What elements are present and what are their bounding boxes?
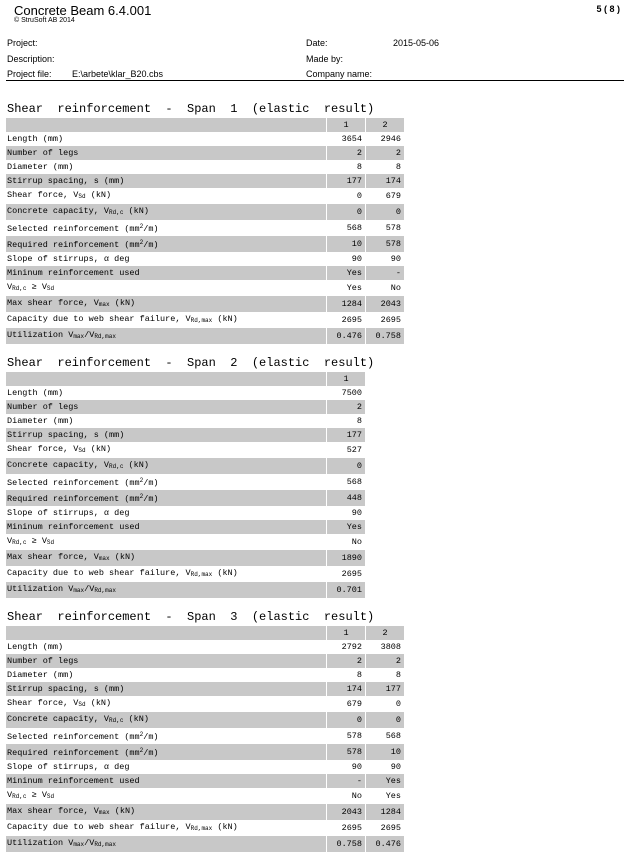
subscript: Rd,max (190, 317, 213, 324)
row-label (6, 520, 327, 534)
diameter-row (6, 668, 404, 682)
label-part: (kN) (123, 206, 149, 216)
cell-value: 2695 (366, 312, 405, 328)
row-label (6, 820, 327, 836)
row-label (6, 760, 327, 774)
label-part: Concrete capacity, V (7, 714, 110, 724)
label-part: Required reinforcement (mm (7, 748, 140, 758)
cell-value: 2 (327, 654, 366, 668)
minimum-row (6, 266, 404, 280)
label-part: Number of legs (7, 656, 79, 666)
spacing-row (6, 174, 404, 188)
section-title: Shear reinforcement - Span 2 (elastic result) (7, 356, 375, 370)
column-header: 1 (327, 626, 366, 640)
max-shear-row (6, 804, 404, 820)
label-part: Concrete capacity, V (7, 206, 110, 216)
label-part: (kN) (212, 822, 238, 832)
label-part: Length (mm) (7, 388, 64, 398)
label-part: (kN) (85, 190, 112, 200)
label-part: /V (84, 330, 95, 340)
label-part: (kN) (212, 568, 238, 578)
max-shear-row (6, 550, 365, 566)
label-part: /m) (143, 478, 159, 488)
cell-value: 578 (327, 744, 366, 760)
diameter-row (6, 414, 365, 428)
diameter-row (6, 160, 404, 174)
project-file-value: E:\arbete\klar_B20.cbs (72, 69, 164, 79)
cell-value: 1284 (366, 804, 405, 820)
label-part: ≥ V (26, 536, 47, 546)
cell-value: 2695 (327, 312, 366, 328)
cell-value: Yes (366, 774, 405, 788)
concrete-capacity-row (6, 712, 404, 728)
column-header: 1 (327, 118, 366, 132)
subscript: max (73, 841, 85, 848)
subscript: max (98, 555, 110, 562)
length-row (6, 640, 404, 654)
label-part: /m) (143, 240, 159, 250)
row-label (6, 474, 327, 490)
cell-value: 8 (327, 160, 366, 174)
row-label (6, 774, 327, 788)
cell-value: 90 (366, 760, 405, 774)
cell-value: Yes (327, 280, 366, 296)
spacing-row (6, 428, 365, 442)
label-part: Max shear force, V (7, 806, 99, 816)
row-label (6, 220, 327, 236)
row-label (6, 146, 327, 160)
label-part: Stirrup spacing, s (mm) (7, 430, 125, 440)
label-part: Shear force, V (7, 698, 79, 708)
cell-value: 2695 (327, 566, 366, 582)
label-part: Utilization V (7, 838, 74, 848)
label-part: Slope of stirrups, α deg (7, 762, 130, 772)
cell-value: 90 (327, 506, 366, 520)
cell-value: 2043 (327, 804, 366, 820)
shear-table (6, 118, 404, 344)
superscript: 2 (139, 493, 144, 500)
cell-value: 10 (327, 236, 366, 252)
subscript: max (98, 809, 110, 816)
label-part: Number of legs (7, 402, 79, 412)
spacing-row (6, 682, 404, 696)
vrd-check-row (6, 280, 404, 296)
cell-value: 578 (327, 728, 366, 744)
date-label: Date: (306, 38, 328, 48)
row-label (6, 668, 327, 682)
selected-reinforcement-row (6, 220, 404, 236)
label-part: Diameter (mm) (7, 416, 74, 426)
cell-value: 0.758 (327, 836, 366, 852)
row-label (6, 682, 327, 696)
subscript: max (73, 587, 85, 594)
cell-value: - (366, 266, 405, 280)
cell-value: 0.476 (366, 836, 405, 852)
label-part: Selected reinforcement (mm (7, 732, 140, 742)
cell-value: - (327, 774, 366, 788)
label-part: ≥ V (26, 790, 47, 800)
cell-value: 568 (327, 220, 366, 236)
label-part: Shear force, V (7, 190, 79, 200)
cell-value: 177 (327, 174, 366, 188)
section-title: Shear reinforcement - Span 3 (elastic result) (7, 610, 375, 624)
column-header-row (6, 626, 404, 640)
length-row (6, 386, 365, 400)
cell-value: 8 (366, 160, 405, 174)
cell-value: 177 (327, 428, 366, 442)
row-label (6, 414, 327, 428)
subscript: Sd (46, 539, 55, 546)
subscript: Sd (46, 793, 55, 800)
cell-value: 0 (327, 712, 366, 728)
label-part: Max shear force, V (7, 552, 99, 562)
project-file-label: Project file: (7, 69, 52, 79)
label-part: Number of legs (7, 148, 79, 158)
slope-row (6, 506, 365, 520)
label-part: Utilization V (7, 584, 74, 594)
cell-value: 679 (366, 188, 405, 204)
cell-value: 90 (327, 252, 366, 266)
cell-value: 0 (327, 458, 366, 474)
cell-value: 10 (366, 744, 405, 760)
slope-row (6, 252, 404, 266)
header-blank (6, 118, 327, 132)
date-value: 2015-05-06 (393, 38, 440, 48)
superscript: 2 (139, 477, 144, 484)
cell-value: 8 (327, 414, 366, 428)
row-label (6, 280, 327, 296)
cell-value: 8 (366, 668, 405, 682)
cell-value: 2 (366, 146, 405, 160)
cell-value: 174 (327, 682, 366, 696)
selected-reinforcement-row (6, 474, 365, 490)
label-part: /m) (143, 494, 159, 504)
row-label (6, 490, 327, 506)
subscript: Rd,c (109, 209, 124, 216)
row-label (6, 696, 327, 712)
header-divider (6, 80, 624, 81)
row-label (6, 534, 327, 550)
cell-value: 1284 (327, 296, 366, 312)
label-part: Selected reinforcement (mm (7, 478, 140, 488)
subscript: Rd,c (12, 285, 27, 292)
label-part: Slope of stirrups, α deg (7, 254, 130, 264)
shear-force-row (6, 442, 365, 458)
vrd-check-row (6, 788, 404, 804)
cell-value: 177 (366, 682, 405, 696)
cell-value: 578 (366, 236, 405, 252)
subscript: Sd (46, 285, 55, 292)
cell-value: 2043 (366, 296, 405, 312)
legs-row (6, 146, 404, 160)
utilization-row (6, 328, 404, 344)
row-label (6, 428, 327, 442)
cell-value: 90 (327, 760, 366, 774)
subscript: Rd,max (94, 587, 116, 594)
label-part: (kN) (123, 714, 149, 724)
shear-table (6, 372, 365, 598)
row-label (6, 728, 327, 744)
superscript: 2 (139, 223, 144, 230)
subscript: Rd,max (94, 841, 116, 848)
cell-value: 7500 (327, 386, 366, 400)
superscript: 2 (139, 747, 144, 754)
label-part: Selected reinforcement (mm (7, 224, 140, 234)
header-blank (6, 372, 327, 386)
cell-value: No (366, 280, 405, 296)
row-label (6, 804, 327, 820)
subscript: Sd (78, 701, 86, 708)
row-label (6, 458, 327, 474)
label-part: (kN) (109, 806, 136, 816)
subscript: Rd,max (190, 571, 213, 578)
cell-value: 568 (366, 728, 405, 744)
cell-value: 0.476 (327, 328, 366, 344)
label-part: Utilization V (7, 330, 74, 340)
cell-value: 0 (366, 204, 405, 220)
cell-value: 448 (327, 490, 366, 506)
vrd-check-row (6, 534, 365, 550)
label-part: Diameter (mm) (7, 670, 74, 680)
label-part: Max shear force, V (7, 298, 99, 308)
row-label (6, 160, 327, 174)
shear-force-row (6, 188, 404, 204)
row-label (6, 188, 327, 204)
row-label (6, 550, 327, 566)
label-part: Diameter (mm) (7, 162, 74, 172)
max-shear-row (6, 296, 404, 312)
label-part: (kN) (85, 698, 112, 708)
cell-value: 2792 (327, 640, 366, 654)
label-part: /V (84, 838, 95, 848)
label-part: /m) (143, 732, 159, 742)
cell-value: 679 (327, 696, 366, 712)
label-part: Length (mm) (7, 134, 64, 144)
row-label (6, 296, 327, 312)
column-header-row (6, 118, 404, 132)
label-part: V (7, 536, 13, 546)
cell-value: 8 (327, 668, 366, 682)
subscript: Rd,c (109, 463, 124, 470)
label-part: V (7, 282, 13, 292)
minimum-row (6, 520, 365, 534)
row-label (6, 400, 327, 414)
label-part: V (7, 790, 13, 800)
subscript: Rd,c (12, 539, 27, 546)
span-1-section (6, 102, 404, 344)
label-part: Required reinforcement (mm (7, 240, 140, 250)
label-part: Capacity due to web shear failure, V (7, 822, 191, 832)
cell-value: 0 (366, 712, 405, 728)
cell-value: 0 (327, 204, 366, 220)
cell-value: 2 (366, 654, 405, 668)
label-part: Capacity due to web shear failure, V (7, 314, 191, 324)
row-label (6, 252, 327, 266)
minimum-row (6, 774, 404, 788)
row-label (6, 836, 327, 852)
required-reinforcement-row (6, 490, 365, 506)
cell-value: 174 (366, 174, 405, 188)
cell-value: 2 (327, 146, 366, 160)
label-part: /m) (143, 748, 159, 758)
label-part: Stirrup spacing, s (mm) (7, 176, 125, 186)
cell-value: 2695 (327, 820, 366, 836)
label-part: (kN) (109, 298, 136, 308)
label-part: (kN) (85, 444, 112, 454)
label-part: Capacity due to web shear failure, V (7, 568, 191, 578)
row-label (6, 712, 327, 728)
subscript: max (98, 301, 110, 308)
concrete-capacity-row (6, 458, 365, 474)
cell-value: 0.701 (327, 582, 366, 598)
header-blank (6, 626, 327, 640)
superscript: 2 (139, 731, 144, 738)
column-header: 1 (327, 372, 366, 386)
required-reinforcement-row (6, 744, 404, 760)
subscript: Sd (78, 193, 86, 200)
row-label (6, 132, 327, 146)
cell-value: 2946 (366, 132, 405, 146)
label-part: Stirrup spacing, s (mm) (7, 684, 125, 694)
row-label (6, 654, 327, 668)
utilization-row (6, 582, 365, 598)
cell-value: Yes (327, 266, 366, 280)
subscript: Rd,c (12, 793, 27, 800)
label-part: (kN) (109, 552, 136, 562)
label-part: Shear force, V (7, 444, 79, 454)
row-label (6, 442, 327, 458)
copyright: © StruSoft AB 2014 (14, 17, 75, 24)
length-row (6, 132, 404, 146)
cell-value: 2 (327, 400, 366, 414)
row-label (6, 744, 327, 760)
cell-value: 90 (366, 252, 405, 266)
label-part: (kN) (212, 314, 238, 324)
subscript: Rd,max (94, 333, 116, 340)
row-label (6, 236, 327, 252)
span-3-section (6, 610, 404, 852)
description-label: Description: (7, 54, 55, 64)
label-part: Mininum reinforcement used (7, 776, 140, 786)
shear-force-row (6, 696, 404, 712)
cell-value: 1890 (327, 550, 366, 566)
legs-row (6, 400, 365, 414)
label-part: Concrete capacity, V (7, 460, 110, 470)
row-label (6, 328, 327, 344)
column-header-row (6, 372, 365, 386)
subscript: Sd (78, 447, 86, 454)
cell-value: Yes (327, 520, 366, 534)
label-part: Mininum reinforcement used (7, 268, 140, 278)
span-2-section (6, 356, 374, 598)
cell-value: 527 (327, 442, 366, 458)
subscript: Rd,c (109, 717, 124, 724)
web-capacity-row (6, 312, 404, 328)
required-reinforcement-row (6, 236, 404, 252)
row-label (6, 386, 327, 400)
row-label (6, 582, 327, 598)
label-part: /m) (143, 224, 159, 234)
selected-reinforcement-row (6, 728, 404, 744)
subscript: Rd,max (190, 825, 213, 832)
cell-value: 3654 (327, 132, 366, 146)
label-part: (kN) (123, 460, 149, 470)
cell-value: 0 (366, 696, 405, 712)
cell-value: No (327, 534, 366, 550)
label-part: Length (mm) (7, 642, 64, 652)
cell-value: 578 (366, 220, 405, 236)
row-label (6, 174, 327, 188)
web-capacity-row (6, 820, 404, 836)
row-label (6, 566, 327, 582)
column-header: 2 (366, 118, 405, 132)
web-capacity-row (6, 566, 365, 582)
section-title: Shear reinforcement - Span 1 (elastic result) (7, 102, 375, 116)
label-part: ≥ V (26, 282, 47, 292)
page-number: 5 ( 8 ) (596, 4, 620, 14)
cell-value: 3808 (366, 640, 405, 654)
legs-row (6, 654, 404, 668)
company-label: Company name: (306, 69, 373, 79)
cell-value: 0.758 (366, 328, 405, 344)
cell-value: 2695 (366, 820, 405, 836)
superscript: 2 (139, 239, 144, 246)
utilization-row (6, 836, 404, 852)
slope-row (6, 760, 404, 774)
shear-table (6, 626, 404, 852)
row-label (6, 506, 327, 520)
cell-value: No (327, 788, 366, 804)
cell-value: Yes (366, 788, 405, 804)
concrete-capacity-row (6, 204, 404, 220)
cell-value: 568 (327, 474, 366, 490)
column-header: 2 (366, 626, 405, 640)
row-label (6, 788, 327, 804)
app-title: Concrete Beam 6.4.001 (14, 3, 152, 18)
label-part: /V (84, 584, 95, 594)
row-label (6, 640, 327, 654)
project-label: Project: (7, 38, 38, 48)
cell-value: 0 (327, 188, 366, 204)
made-by-label: Made by: (306, 54, 344, 64)
row-label (6, 204, 327, 220)
subscript: max (73, 333, 85, 340)
row-label (6, 312, 327, 328)
row-label (6, 266, 327, 280)
label-part: Mininum reinforcement used (7, 522, 140, 532)
label-part: Slope of stirrups, α deg (7, 508, 130, 518)
label-part: Required reinforcement (mm (7, 494, 140, 504)
